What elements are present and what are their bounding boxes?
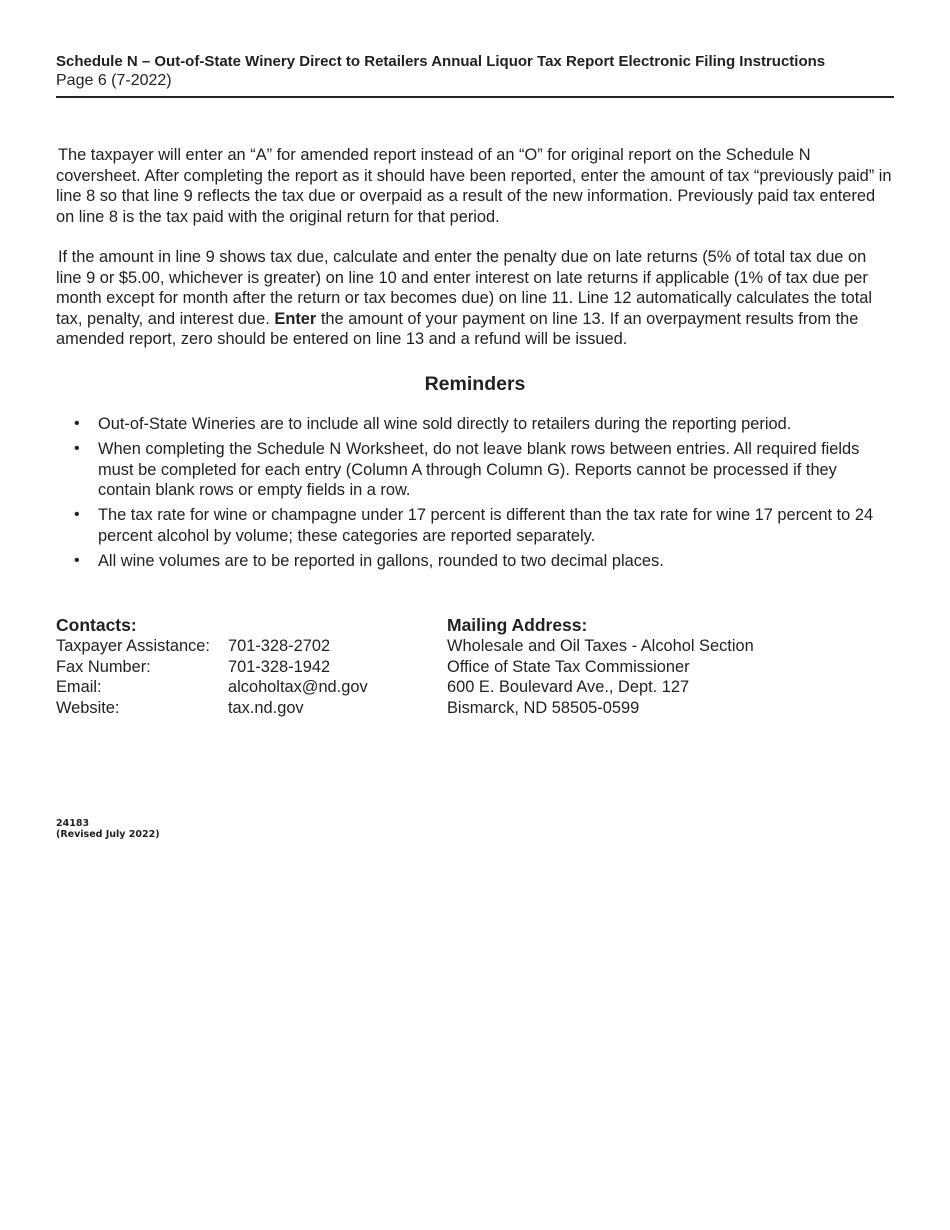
mailing-heading: Mailing Address: — [447, 615, 588, 635]
bullet-icon: • — [74, 551, 80, 569]
paragraph-text: The taxpayer will enter an “A” for amended report instead of an “O” for original report on the Schedule N coversheet. After completing the report as it should have been reported, enter the amount of tax “previously paid” in line 8 so that line 9 reflects the tax due or overpaid as a result of the new information. Previously paid tax entered on line 8 is the tax paid with the original return for that period. — [56, 146, 892, 226]
list-item — [56, 414, 894, 435]
reminder-text: All wine volumes are to be reported in gallons, rounded to two decimal places. — [98, 551, 664, 570]
mailing-address-section — [447, 614, 847, 718]
contact-label: Taxpayer Assistance: — [56, 637, 210, 655]
address-line: Office of State Tax Commissioner — [447, 657, 690, 676]
amended-report-paragraph — [56, 145, 894, 227]
address-line: Bismarck, ND 58505-0599 — [447, 698, 640, 717]
page-number: Page 6 (7-2022) — [56, 72, 172, 89]
contacts-section — [56, 614, 436, 718]
contact-row-email — [56, 677, 436, 698]
address-line: 600 E. Boulevard Ave., Dept. 127 — [447, 678, 690, 696]
paragraph-emphasis: Enter — [274, 309, 317, 328]
form-revision: (Revised July 2022) — [56, 829, 160, 840]
email-link[interactable]: alcoholtax@nd.gov — [228, 678, 368, 696]
form-number: 24183 — [56, 818, 90, 829]
list-item — [56, 505, 894, 546]
reminder-text: When completing the Schedule N Worksheet, do not leave blank rows between entries. All required fields must be completed for each entry (Column A through Column G). Reports cannot be processed if they contain blank rows or empty fields in a row. — [98, 440, 860, 499]
reminder-text: Out-of-State Wineries are to include all wine sold directly to retailers during the reporting period. — [98, 415, 792, 433]
header-rule — [56, 96, 894, 98]
header-title: Schedule N – Out-of-State Winery Direct to Retailers Annual Liquor Tax Report Electronic Filing Instructions — [56, 53, 826, 70]
bullet-icon: • — [74, 440, 80, 457]
form-number-block — [56, 818, 160, 840]
tax-due-paragraph — [56, 247, 894, 350]
reminders-list — [56, 414, 894, 576]
contacts-heading: Contacts: — [56, 615, 137, 635]
contact-row-website — [56, 698, 436, 719]
paragraph-text-after: the amount of your payment on line 13. If an overpayment results from the amended report, zero should be entered on line 13 and a refund will be issued. — [56, 309, 859, 348]
website-link[interactable]: tax.nd.gov — [228, 698, 304, 717]
contact-label: Website: — [56, 698, 120, 717]
contact-row-fax — [56, 657, 436, 678]
page-header — [56, 52, 894, 91]
contact-value: 701-328-1942 — [228, 657, 331, 676]
contact-label: Email: — [56, 678, 102, 696]
list-item — [56, 439, 894, 501]
contact-value: 701-328-2702 — [228, 637, 331, 655]
contact-label: Fax Number: — [56, 657, 151, 676]
reminders-heading: Reminders — [424, 373, 526, 395]
bullet-icon: • — [74, 415, 80, 432]
contact-row-phone — [56, 636, 436, 657]
address-line: Wholesale and Oil Taxes - Alcohol Section — [447, 637, 754, 655]
reminder-text: The tax rate for wine or champagne under 17 percent is different than the tax rate for wine 17 percent to 24 percent alcohol by volume; these categories are reported separately. — [98, 506, 874, 545]
bullet-icon: • — [74, 506, 80, 523]
list-item — [56, 551, 894, 572]
paragraph-text-before: If the amount in line 9 shows tax due, calculate and enter the penalty due on late returns (5% of total tax due on line 9 or $5.00, whichever is greater) on line 10 and enter interest on late returns if applicable (1% of tax due per month except for month after the return or tax becomes due) on line 11. Line 12 automatically calculates the total tax, penalty, and interest due. — [56, 248, 873, 328]
